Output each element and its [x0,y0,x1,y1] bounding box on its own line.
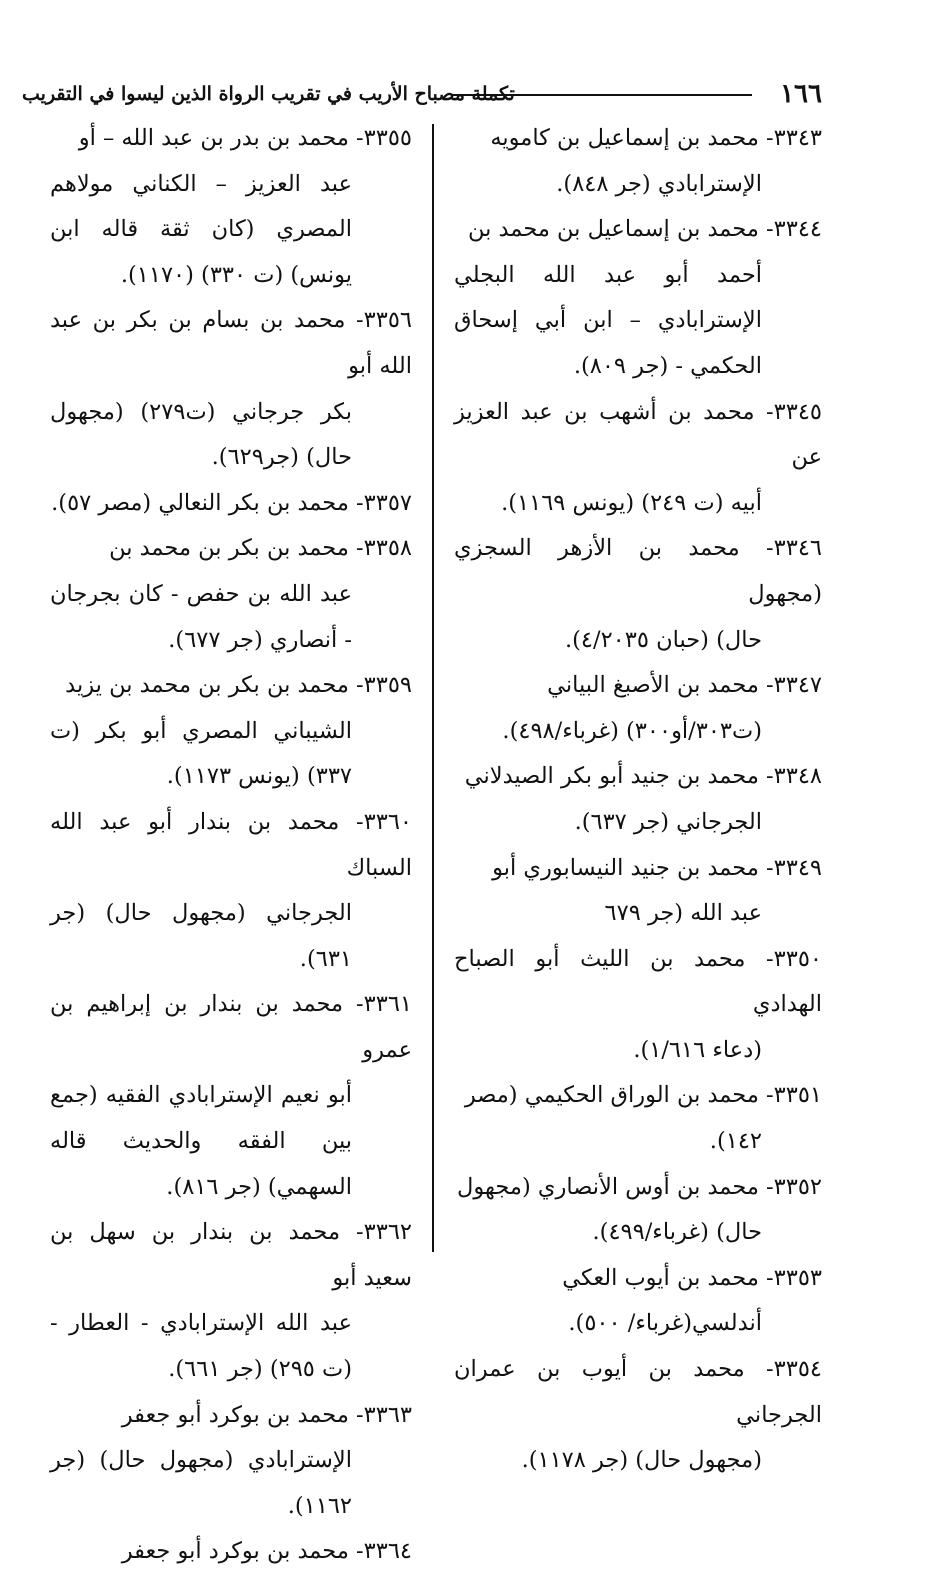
left-column [50,116,412,1575]
entry-number: ٣٣٥٨- [356,535,412,562]
entry [454,1165,822,1256]
entry-first-line: محمد بن بكر بن محمد بن يزيد [65,672,357,699]
entry-first-line: محمد بن إسماعيل بن محمد بن [467,216,767,243]
entry [50,526,412,663]
entry-number: ٣٣٥٦- [356,307,412,334]
entry-number: ٣٣٥٥- [356,125,412,151]
entry-continuation: حال) (غرباء/٤٩٩). [592,1219,762,1246]
page-number: ١٦٦ [780,79,822,109]
entry-number: ٣٣٥٣- [766,1264,822,1291]
entry-first-line: محمد بن الأزهر السجزي (مجهول [454,535,822,607]
entry-first-line: محمد بن بوكرد أبو جعفر [121,1538,357,1565]
entry-number: ٣٣٤٦- [766,535,822,562]
entry [50,116,412,298]
entry-number: ٣٣٤٤- [766,216,822,243]
entry [50,1529,412,1575]
entry-continuation: (ت٣٠٣/أو٣٠٠) (غرباء/٤٩٨). [502,717,762,744]
entry-first-line: محمد بن بسام بن بكر بن عبد الله أبو [50,307,412,379]
entry-number: ٣٣٤٨- [766,763,822,790]
entry-continuation: عبد الله (جر ٦٧٩ [604,900,762,927]
entry-continuation: الجرجاني (مجهول حال) (جر ٦٣١). [50,900,352,972]
entry-first-line: محمد بن بدر بن عبد الله – أو [78,125,357,151]
entry-continuation: أندلسي(غرباء/ ٥٠٠). [568,1310,762,1337]
entry-first-line: محمد بن الأصبغ البياني [547,672,767,699]
entry [454,937,822,1074]
entry [454,207,822,389]
entry-continuation: حال) (حبان ٤/٢٠٣٥). [564,626,762,653]
entry [454,846,822,937]
entry [454,116,822,207]
entry-number: ٣٣٤٥- [766,398,822,425]
entry [454,663,822,754]
entry-continuation: الجرجاني (جر ٦٣٧). [574,808,762,835]
entry-number: ٣٣٤٩- [766,854,822,881]
entry-number: ٣٣٥٠- [766,945,822,972]
entry-first-line: محمد بن أيوب بن عمران الجرجاني [454,1356,822,1428]
entry [454,1073,822,1164]
entry [454,1256,822,1347]
entry [50,800,412,982]
entry-continuation: الإسترابادي (مجهول حال) (جر ١١٦٢). [50,1447,352,1519]
entry-first-line: محمد بن أشهب بن عبد العزيز عن [454,398,822,471]
entry-first-line: محمد بن إسماعيل بن كامويه [490,125,767,151]
entry-first-line: محمد بن بكر النعالي (مصر ٥٧). [51,489,357,516]
entry-continuation: عبد العزيز – الكناني مولاهم المصري (كان ثقة قاله ابن يونس) (ت ٣٣٠) (١١٧٠). [50,170,352,288]
column-divider [432,124,434,1252]
running-title: تكملة مصباح الأريب في تقريب الرواة الذين ليسوا في التقريب [22,83,515,105]
entry-number: ٣٣٤٣- [766,125,822,151]
right-column [454,116,822,1484]
entry-number: ٣٣٦١- [356,991,412,1018]
entry-continuation: (مجهول حال) (جر ١١٧٨). [521,1447,762,1474]
entry [50,663,412,800]
entry [50,481,412,527]
entry-number: ٣٣٥٩- [356,672,412,699]
entry-first-line: محمد بن الوراق الحكيمي (مصر [464,1082,767,1109]
entry [454,526,822,663]
entry-continuation: عبد الله الإسترابادي - العطار - (ت ٢٩٥) (جر ٦٦١). [50,1310,352,1383]
entry-number: ٣٣٥٤- [766,1356,822,1383]
entry-number: ٣٣٦٣- [356,1401,412,1428]
entry [50,298,412,480]
entry-number: ٣٣٤٧- [766,672,822,699]
entry-first-line: محمد بن بوكرد أبو جعفر [121,1401,357,1428]
entry [50,1393,412,1530]
entry-number: ٣٣٦٢- [356,1219,412,1246]
entry-continuation: ١٤٢). [709,1128,762,1155]
entry-first-line: محمد بن جنيد النيسابوري أبو [492,854,767,881]
entry-first-line: محمد بن بندار بن إبراهيم بن عمرو [50,991,412,1063]
entry [454,1347,822,1484]
entry [50,982,412,1210]
entry-first-line: محمد بن بندار بن سهل بن سعيد أبو [50,1219,412,1291]
entry-continuation: الشيباني المصري أبو بكر (ت ٣٣٧) (يونس ١١٧٣). [50,717,352,790]
entry-number: ٣٣٥٢- [766,1173,822,1200]
entry-continuation: أحمد أبو عبد الله البجلي الإسترابادي – ابن أبي إسحاق الحكمي - (جر ٨٠٩). [454,261,762,379]
entry-first-line: محمد بن بندار أبو عبد الله السباك [50,808,412,881]
entry-first-line: محمد بن بكر بن محمد بن [109,535,357,562]
entry-first-line: محمد بن جنيد أبو بكر الصيدلاني [464,763,767,790]
entry-first-line: محمد بن أوس الأنصاري (مجهول [457,1173,767,1200]
entry [454,390,822,527]
entry-number: ٣٣٥١- [766,1082,822,1109]
entry-first-line: محمد بن أيوب العكي [562,1264,767,1291]
entry-continuation: أبو نعيم الإسترابادي الفقيه (جمع بين الفقه والحديث قاله السهمي) (جر ٨١٦). [50,1082,352,1200]
entry-number: ٣٣٦٠- [356,808,412,835]
entry-continuation: عبد الله بن حفص - كان بجرجان - أنصاري (جر ٦٧٧). [50,580,352,653]
page-header [22,78,822,112]
entry [454,754,822,845]
entry [50,1210,412,1392]
entry-first-line: محمد بن الليث أبو الصباح الهدادي [454,945,822,1018]
entry-continuation: بكر جرجاني (ت٢٧٩) (مجهول حال) (جر٦٢٩). [50,398,352,471]
entry-continuation: أبيه (ت ٢٤٩) (يونس ١١٦٩). [501,489,762,516]
entry-continuation: (دعاء ١/٦١٦). [633,1036,762,1063]
entry-number: ٣٣٥٧- [356,489,412,516]
entry-number: ٣٣٦٤- [356,1538,412,1565]
entry-continuation: الإسترابادي (جر ٨٤٨). [556,170,762,197]
